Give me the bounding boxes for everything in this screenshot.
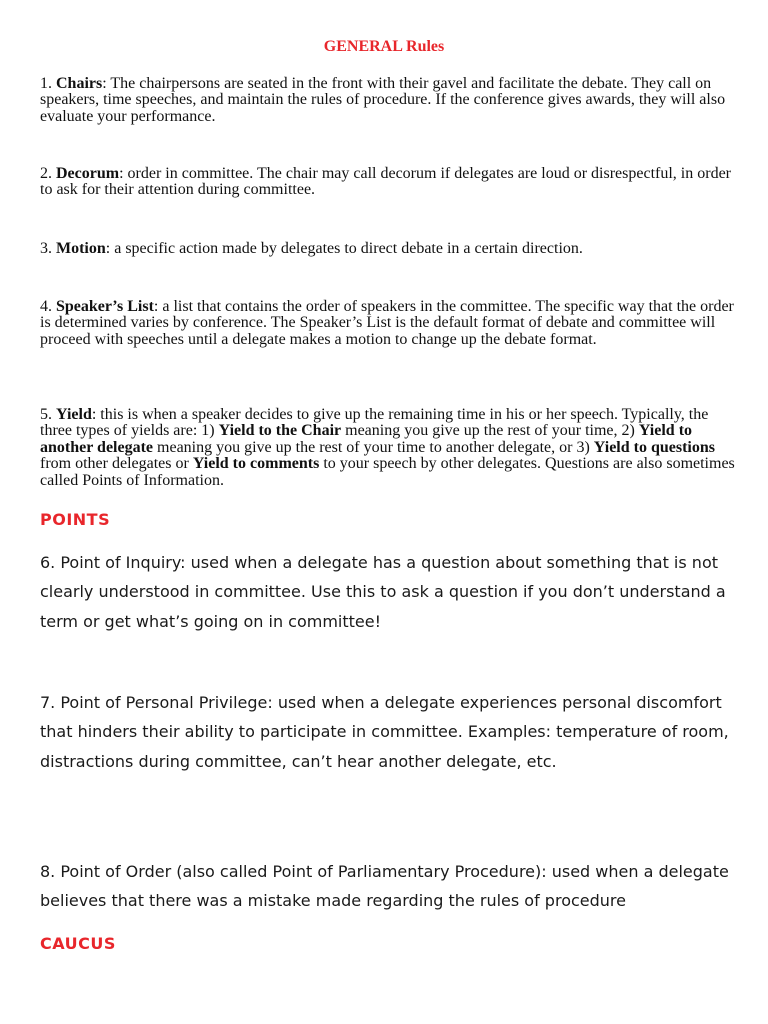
- rule-number: 3.: [40, 240, 56, 257]
- rule-text: : The chairpersons are seated in the front with their gavel and facilitate the debate. They call on speakers, time speeches, and maintain the rules of procedure. If the conference gives awards, they will also evaluate your performance.: [40, 75, 726, 125]
- rule-text: from other delegates or: [40, 455, 193, 473]
- yield-type-comments: Yield to comments: [192, 455, 320, 473]
- rule-speakers-list: [40, 299, 740, 348]
- rule-text: : this is when a speaker decides to give up the remaining time in his or her speech. Typically, the three types of yields are: 1): [40, 406, 709, 440]
- rule-term: Chairs: [56, 75, 103, 92]
- rule-decorum: [40, 166, 740, 199]
- rule-yield: [40, 407, 740, 489]
- rule-term: Motion: [56, 240, 106, 257]
- section-heading-caucus: CAUCUS: [40, 934, 116, 953]
- rule-text: : order in committee. The chair may call decorum if delegates are loud or disrespectful, in order to ask for their attention during committee.: [40, 165, 732, 199]
- rule-chairs: [40, 76, 740, 125]
- rule-text: : a list that contains the order of speakers in the committee. The specific way that the order is determined varies by conference. The Speaker’s List is the default format of debate and committee will proceed with speeches until a delegate makes a motion to change up the debate format.: [40, 298, 734, 348]
- yield-type-questions: Yield to questions: [593, 438, 715, 456]
- rule-term: Speaker’s List: [56, 298, 154, 315]
- rule-number: 1.: [40, 75, 56, 92]
- rule-term: Yield: [56, 406, 92, 423]
- rule-text: meaning you give up the rest of your time, 2): [341, 422, 639, 440]
- section-heading-points: POINTS: [40, 510, 111, 529]
- rule-number: 5.: [40, 406, 56, 423]
- point-order: 8. Point of Order (also called Point of Parliamentary Procedure): used when a delegate believes that there was a mistake made regarding the rules of procedure: [40, 862, 729, 911]
- yield-type-delegate: Yield to another delegate: [40, 422, 693, 456]
- yield-type-chair: Yield to the Chair: [218, 422, 342, 440]
- rule-term: Decorum: [56, 165, 120, 182]
- point-inquiry: 6. Point of Inquiry: used when a delegate has a question about something that is not clearly understood in committee. Use this to ask a question if you don’t understand a term or get what’s going on in committee!: [40, 553, 726, 631]
- rule-text: : a specific action made by delegates to direct debate in a certain direction.: [105, 240, 583, 257]
- point-personal-privilege: 7. Point of Personal Privilege: used when a delegate experiences personal discomfort that hinders their ability to participate in committee. Examples: temperature of room, distractions during committee, can’t hear another delegate, etc.: [40, 693, 729, 771]
- page-title: GENERAL Rules: [323, 38, 445, 55]
- rule-number: 2.: [40, 165, 56, 182]
- rule-text: to your speech by other delegates. Questions are also sometimes called Points of Information.: [40, 455, 735, 489]
- rule-number: 4.: [40, 298, 56, 315]
- rule-text: meaning you give up the rest of your time to another delegate, or 3): [153, 438, 594, 456]
- rule-motion: [40, 241, 740, 257]
